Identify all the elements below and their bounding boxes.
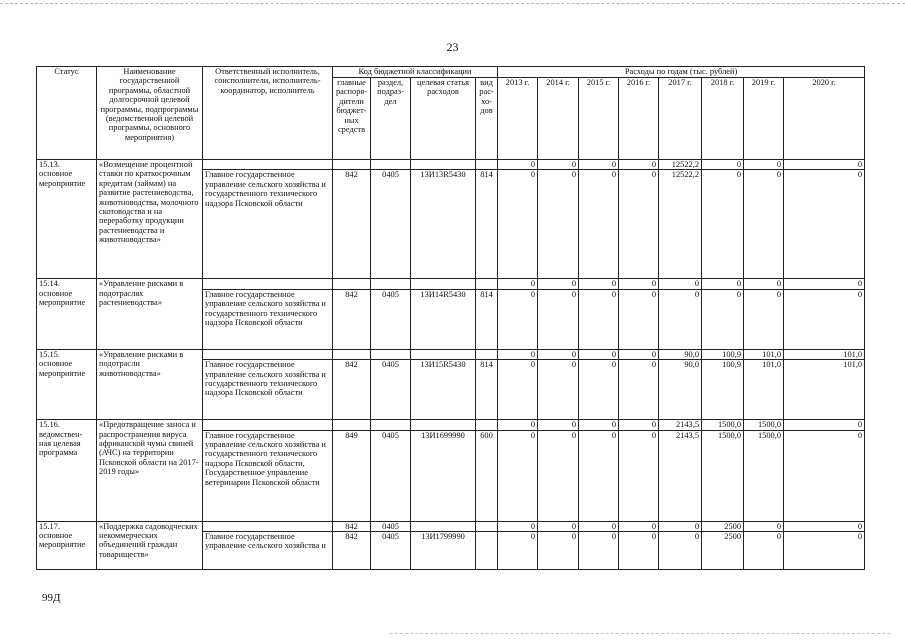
scan-top-edge [0, 3, 905, 4]
row-value: 0 [659, 289, 702, 349]
row-total-value: 0 [538, 521, 579, 531]
header-rzpr: раздел, подраз-дел [371, 78, 411, 160]
row-total-csr [411, 349, 476, 359]
row-executor: Главное государственное управление сельского хозяйства и государственного технического надзора Псковской области [203, 360, 333, 420]
row-value: 0 [538, 289, 579, 349]
row-vr: 814 [476, 170, 498, 279]
header-year: 2013 г. [498, 78, 538, 160]
row-total-vr [476, 420, 498, 430]
row-total-csr [411, 279, 476, 289]
row-total-value: 0 [619, 160, 659, 170]
row-vr: 600 [476, 430, 498, 521]
row-total-value: 0 [498, 521, 538, 531]
row-value: 0 [538, 430, 579, 521]
header-year: 2017 г. [659, 78, 702, 160]
row-total-executor [203, 349, 333, 359]
row-total-grbs [333, 349, 371, 359]
row-total-value: 0 [744, 521, 784, 531]
row-total-value: 0 [784, 279, 865, 289]
row-total-value: 0 [498, 420, 538, 430]
table-row [37, 420, 865, 430]
header-year: 2015 г. [579, 78, 619, 160]
table-row [37, 279, 865, 289]
row-total-value: 101,0 [784, 349, 865, 359]
row-total-value: 2143,5 [659, 420, 702, 430]
row-vr: 814 [476, 289, 498, 349]
row-rzpr: 0405 [371, 360, 411, 420]
row-executor: Главное государственное управление сельского хозяйства и государственного технического надзора Псковской области [203, 289, 333, 349]
row-total-value: 0 [702, 160, 744, 170]
header-year: 2018 г. [702, 78, 744, 160]
row-total-rzpr: 0405 [371, 521, 411, 531]
row-total-value: 2500 [702, 521, 744, 531]
table-row [37, 521, 865, 531]
row-total-value: 0 [538, 420, 579, 430]
row-total-value: 0 [659, 279, 702, 289]
row-grbs: 842 [333, 360, 371, 420]
row-value: 1500,0 [744, 430, 784, 521]
row-total-value: 101,0 [744, 349, 784, 359]
row-total-value: 0 [498, 160, 538, 170]
row-total-rzpr [371, 420, 411, 430]
row-value: 0 [619, 170, 659, 279]
row-value: 0 [744, 289, 784, 349]
row-total-value: 100,9 [702, 349, 744, 359]
row-grbs: 842 [333, 532, 371, 570]
table-row [37, 160, 865, 170]
row-status: 15.16. ведомствен-ная целевая программа [37, 420, 97, 521]
row-total-value: 0 [619, 420, 659, 430]
header-grbs: главные распоря-дители бюджет-ных средств [333, 78, 371, 160]
row-total-value: 0 [538, 349, 579, 359]
row-value: 0 [702, 289, 744, 349]
row-value: 0 [579, 360, 619, 420]
header-expenses: Расходы по годам (тыс. рублей) [498, 67, 865, 78]
row-csr: 13И13R5430 [411, 170, 476, 279]
row-value: 0 [619, 360, 659, 420]
row-csr: 13И1799990 [411, 532, 476, 570]
row-value: 0 [538, 532, 579, 570]
row-name: «Поддержка садоводческих некоммерческих объединений граждан товариществ» [97, 521, 203, 569]
row-value: 101,0 [784, 360, 865, 420]
row-total-value: 0 [498, 279, 538, 289]
row-vr [476, 532, 498, 570]
row-total-executor [203, 420, 333, 430]
header-year: 2019 г. [744, 78, 784, 160]
row-value: 101,0 [744, 360, 784, 420]
row-name: «Предотвращение заноса и распространения вируса африканской чумы свиней (АЧС) на территории Псковской области на 2017-2019 годы» [97, 420, 203, 521]
row-value: 0 [784, 289, 865, 349]
row-value: 0 [619, 430, 659, 521]
row-value: 0 [579, 430, 619, 521]
row-value: 0 [538, 170, 579, 279]
row-total-grbs [333, 420, 371, 430]
row-value: 0 [784, 170, 865, 279]
row-executor: Главное государственное управление сельского хозяйства и государственного технического надзора Псковской области [203, 170, 333, 279]
row-rzpr: 0405 [371, 532, 411, 570]
row-total-value: 0 [659, 521, 702, 531]
header-year: 2014 г. [538, 78, 579, 160]
row-value: 0 [538, 360, 579, 420]
header-vr: вид рас-хо-дов [476, 78, 498, 160]
row-rzpr: 0405 [371, 289, 411, 349]
row-grbs: 842 [333, 289, 371, 349]
row-value: 0 [579, 289, 619, 349]
header-name: Наименование государственной программы, областной долгосрочной целевой программы, подпрограммы (ведомственной целевой программы, основного мероприятия) [97, 67, 203, 160]
header-status: Статус [37, 67, 97, 160]
row-total-value: 0 [498, 349, 538, 359]
scan-bottom-edge [390, 633, 890, 634]
row-executor: Главное государственное управление сельского хозяйства и государственного технического надзора Псковской области, Государственное управление ветеринарии Псковской области [203, 430, 333, 521]
row-total-grbs: 842 [333, 521, 371, 531]
row-vr: 814 [476, 360, 498, 420]
row-total-grbs [333, 279, 371, 289]
row-total-executor [203, 279, 333, 289]
row-total-value: 0 [579, 349, 619, 359]
row-value: 0 [784, 430, 865, 521]
header-csr: целевая статья расходов [411, 78, 476, 160]
header-budget-code: Код бюджетной классификации [333, 67, 498, 78]
row-total-csr [411, 160, 476, 170]
header-year: 2016 г. [619, 78, 659, 160]
row-value: 0 [619, 532, 659, 570]
row-total-value: 0 [619, 521, 659, 531]
row-csr: 13И15R5430 [411, 360, 476, 420]
row-value: 90,0 [659, 360, 702, 420]
row-value: 0 [744, 170, 784, 279]
table-body [37, 160, 865, 570]
row-total-vr [476, 160, 498, 170]
row-total-value: 1500,0 [744, 420, 784, 430]
row-value: 0 [498, 360, 538, 420]
row-total-value: 90,0 [659, 349, 702, 359]
row-value: 100,9 [702, 360, 744, 420]
row-total-vr [476, 521, 498, 531]
row-total-rzpr [371, 160, 411, 170]
row-total-value: 0 [619, 279, 659, 289]
row-value: 0 [579, 532, 619, 570]
row-total-grbs [333, 160, 371, 170]
row-value: 0 [784, 532, 865, 570]
row-total-value: 0 [744, 279, 784, 289]
row-csr: 13И14R5430 [411, 289, 476, 349]
row-value: 0 [744, 532, 784, 570]
row-status: 15.17. основное мероприятие [37, 521, 97, 569]
row-status: 15.15. основное мероприятие [37, 349, 97, 419]
page-number: 23 [446, 40, 459, 54]
row-status: 15.13. основное мероприятие [37, 160, 97, 279]
row-total-csr [411, 420, 476, 430]
row-total-value: 0 [538, 279, 579, 289]
row-total-value: 0 [784, 420, 865, 430]
row-total-executor [203, 521, 333, 531]
row-value: 0 [579, 170, 619, 279]
row-total-value: 0 [744, 160, 784, 170]
row-total-value: 1500,0 [702, 420, 744, 430]
row-total-value: 12522,2 [659, 160, 702, 170]
footer-code: 99Д [42, 592, 61, 604]
row-value: 12522,2 [659, 170, 702, 279]
row-value: 0 [498, 170, 538, 279]
row-value: 0 [659, 532, 702, 570]
row-total-value: 0 [702, 279, 744, 289]
row-value: 2500 [702, 532, 744, 570]
row-value: 1500,0 [702, 430, 744, 521]
row-grbs: 842 [333, 170, 371, 279]
row-total-executor [203, 160, 333, 170]
row-total-value: 0 [538, 160, 579, 170]
row-value: 0 [702, 170, 744, 279]
row-value: 0 [498, 532, 538, 570]
row-status: 15.14. основное мероприятие [37, 279, 97, 349]
row-total-vr [476, 279, 498, 289]
row-total-rzpr [371, 349, 411, 359]
row-total-value: 0 [784, 160, 865, 170]
row-value: 0 [619, 289, 659, 349]
row-total-csr [411, 521, 476, 531]
row-rzpr: 0405 [371, 170, 411, 279]
row-total-value: 0 [579, 160, 619, 170]
row-rzpr: 0405 [371, 430, 411, 521]
row-total-value: 0 [784, 521, 865, 531]
row-csr: 13И1699990 [411, 430, 476, 521]
row-total-value: 0 [579, 420, 619, 430]
row-name: «Управление рисками в подотраслях растениеводства» [97, 279, 203, 349]
table-row [37, 349, 865, 359]
header-year: 2020 г. [784, 78, 865, 160]
row-executor: Главное государственное управление сельского хозяйства и [203, 532, 333, 570]
row-value: 0 [498, 289, 538, 349]
row-total-value: 0 [619, 349, 659, 359]
row-name: «Управление рисками в подотрасли животноводства» [97, 349, 203, 419]
row-grbs: 849 [333, 430, 371, 521]
row-name: «Возмещение процентной ставки по краткосрочным кредитам (займам) на развитие растениеводства, животноводства, молочного скотоводства и на переработку продукции растениеводства и животноводства» [97, 160, 203, 279]
header-executor: Ответственный исполнитель, соисполнители, исполнитель-координатор, исполнитель [203, 67, 333, 160]
row-total-value: 0 [579, 521, 619, 531]
row-total-rzpr [371, 279, 411, 289]
row-value: 2143,5 [659, 430, 702, 521]
budget-table [36, 66, 865, 570]
row-value: 0 [498, 430, 538, 521]
row-total-vr [476, 349, 498, 359]
row-total-value: 0 [579, 279, 619, 289]
